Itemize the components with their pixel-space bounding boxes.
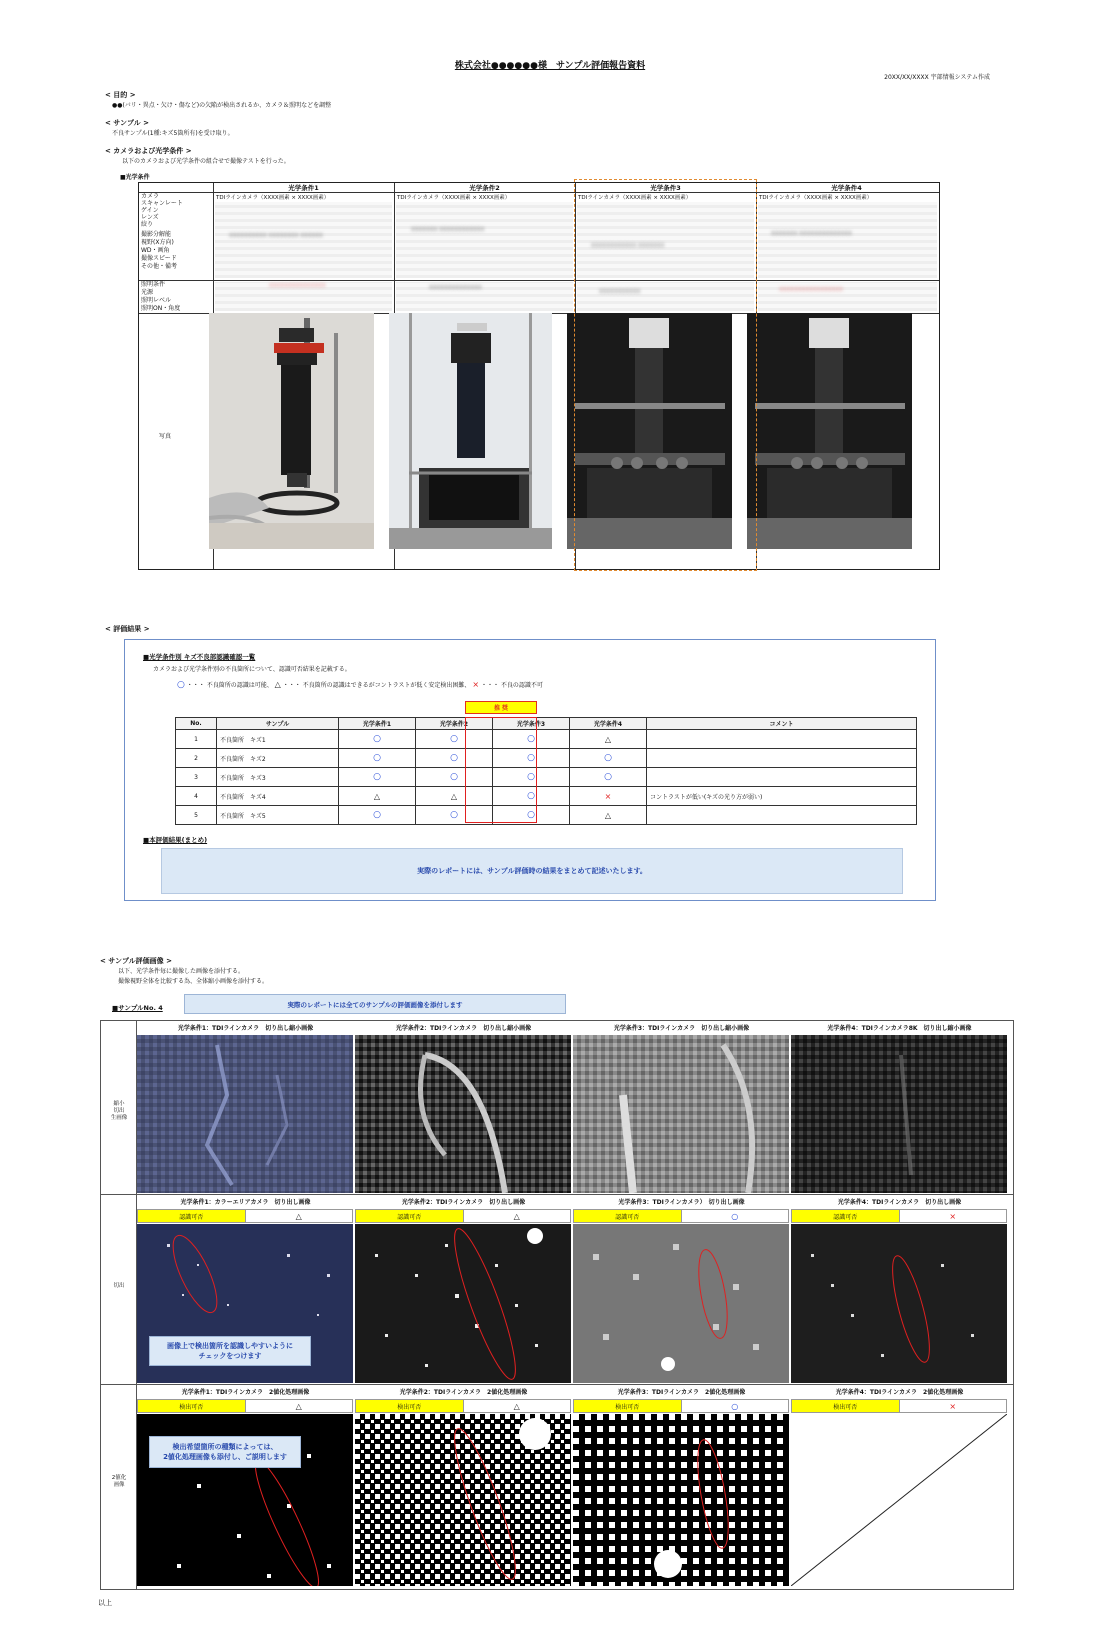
row1-head-3: 光学条件3：TDIラインカメラ 切り出し縮小画像 [613, 1025, 750, 1032]
photo-label: 写真 [159, 433, 172, 440]
table-row: 5 不良箇所 キズ5 ○ ○ ○ △ [176, 806, 917, 825]
row3-image-4-empty [791, 1414, 1007, 1586]
row3-badge-3: 検出可否 ○ [573, 1399, 789, 1413]
row-label-notes: その他・備考 [141, 263, 178, 270]
row1-image-1 [137, 1035, 353, 1193]
condition-1-header: 光学条件1 [288, 184, 319, 192]
camera-heading: < カメラおよび光学条件 > [105, 147, 192, 155]
table-row: 4 不良箇所 キズ4 △ △ ○ × コントラストが低い(キズの光り方が弱い) [176, 787, 917, 806]
callout-check-mark-note: 画像上で検出箇所を認識しやすいように チェックをつけます [149, 1336, 311, 1366]
purpose-text: ●●(バリ・異点・欠け・傷など)の欠陥が検出されるか、カメラ＆照明などを調整 [112, 102, 332, 109]
callout-binary-note: 検出希望箇所の種類によっては、 2値化処理画像も添付し、ご説明します [149, 1436, 301, 1468]
row3-badge-4: 検出可否 × [791, 1399, 1007, 1413]
row1-image-2 [355, 1035, 571, 1193]
row-label-aperture: 絞り [141, 221, 154, 228]
sample-text: 不良サンプル(1種:キズ5箇所有)を受け取り。 [112, 130, 234, 137]
row-label-light-angle: 照明ON・角度 [141, 305, 181, 312]
summary-heading: ■本評価結果(まとめ) [143, 836, 208, 844]
row2-head-4: 光学条件4：TDIラインカメラ 切り出し画像 [837, 1199, 962, 1206]
closing-text: 以上 [98, 1599, 112, 1607]
condition-4-photo [747, 313, 912, 549]
col-comment: コメント [647, 718, 917, 730]
row2-head-1: 光学条件1：カラーエリアカメラ 切り出し画像 [180, 1199, 311, 1206]
row2-badge-3: 認識可否 ○ [573, 1209, 789, 1223]
results-panel-title: ■光学条件別 キズ不良部認識確認一覧 [143, 653, 256, 661]
row2-label: 切出 [113, 1283, 125, 1289]
results-panel-desc: カメラおよび光学条件別の不良箇所について、認識可否結果を記載する。 [153, 666, 351, 673]
row-label-fov: 視野(X方向) [141, 239, 174, 246]
legend-circle-icon: ○ [177, 680, 185, 690]
images-line2: 撮像視野全体を比較する為、全体縮小画像を添付する。 [118, 978, 269, 985]
table-row: 3 不良箇所 キズ3 ○ ○ ○ ○ [176, 768, 917, 787]
row3-head-3: 光学条件3：TDIラインカメラ 2値化処理画像 [617, 1389, 746, 1396]
results-heading: < 評価結果 > [105, 625, 150, 633]
row-label-gain: ゲイン [141, 207, 159, 214]
row2-badge-2: 認識可否 △ [355, 1209, 571, 1223]
row2-image-4 [791, 1224, 1007, 1383]
row3-label: 2値化 画像 [111, 1475, 127, 1488]
results-legend: ○ ・・・ 不良箇所の認識は可能、 △ ・・・ 不良箇所の認識はできるがコントラストが低く安定検出困難、 × ・・・ 不良の認識不可 [177, 680, 543, 690]
row2-image-2 [355, 1224, 571, 1383]
sample-number-label: ■サンプルNo. 4 [112, 1004, 163, 1012]
col-sample: サンプル [217, 718, 339, 730]
purpose-heading: < 目的 > [105, 91, 136, 99]
date-author-line: 20XX/XX/XXXX 宇部情報システム作成 [884, 74, 990, 81]
page-title: 株式会社●●●●●●様 サンプル評価報告資料 [454, 61, 646, 71]
table-row: 2 不良箇所 キズ2 ○ ○ ○ ○ [176, 749, 917, 768]
row-label-wd: WD・画角 [141, 247, 170, 254]
condition-3-header: 光学条件3 [650, 184, 681, 192]
optical-subheading: ■光学条件 [120, 174, 150, 181]
sample-heading: < サンプル > [105, 119, 149, 127]
table-row: 1 不良箇所 キズ1 ○ ○ ○ △ [176, 730, 917, 749]
camera-text: 以下のカメラおよび光学条件の組合せで撮像テストを行った。 [122, 158, 290, 165]
condition-3-camera: TDIラインカメラ（XXXX画素 × XXXX画素） [578, 195, 692, 201]
row-label-light-level: 照明レベル [141, 297, 172, 304]
evaluation-image-grid [100, 1020, 1014, 1590]
row2-badge-4: 認識可否 × [791, 1209, 1007, 1223]
condition-1-photo [209, 313, 374, 549]
recommended-column-highlight [574, 179, 757, 571]
condition-4-header: 光学条件4 [831, 184, 862, 192]
condition-4-camera: TDIラインカメラ（XXXX画素 × XXXX画素） [759, 195, 873, 201]
condition-2-camera: TDIラインカメラ（XXXX画素 × XXXX画素） [397, 195, 511, 201]
summary-box: 実際のレポートには、サンプル評価時の結果をまとめて記述いたします。 [161, 848, 903, 894]
images-line1: 以下、光学条件毎に撮像した画像を添付する。 [118, 968, 245, 975]
recommended-column-outline [465, 717, 537, 823]
row-label-scan-rate: スキャンレート [141, 200, 183, 207]
attachment-banner: 実際のレポートには全てのサンプルの評価画像を添付します [184, 994, 566, 1014]
row-label-lighting: 照明条件 [141, 281, 166, 288]
row2-badge-1: 認識可否 △ [137, 1209, 353, 1223]
row3-image-3 [573, 1414, 789, 1586]
condition-1-camera: TDIラインカメラ（XXXX画素 × XXXX画素） [216, 195, 330, 201]
results-panel [124, 639, 936, 901]
row-label-camera: カメラ [141, 193, 160, 200]
col-cond4: 光学条件4 [570, 718, 647, 730]
condition-2-photo [389, 313, 552, 549]
row3-badge-1: 検出可否 △ [137, 1399, 353, 1413]
row3-badge-2: 検出可否 △ [355, 1399, 571, 1413]
legend-cross-icon: × [472, 680, 480, 689]
row-label-resolution: 撮影分解能 [141, 231, 172, 238]
row2-head-3: 光学条件3：TDIラインカメラ） 切り出し画像 [618, 1199, 745, 1206]
row1-image-4 [791, 1035, 1007, 1193]
images-heading: < サンプル評価画像 > [100, 957, 172, 965]
row3-head-4: 光学条件4：TDIラインカメラ 2値化処理画像 [835, 1389, 964, 1396]
legend-triangle-icon: △ [274, 680, 281, 689]
row1-label: 縮小 切出 生画像 [110, 1101, 128, 1121]
condition-2-header: 光学条件2 [469, 184, 500, 192]
results-table [175, 717, 917, 825]
row-label-light-source: 光源 [141, 289, 154, 296]
row1-head-4: 光学条件4：TDIラインカメラ8K 切り出し縮小画像 [827, 1025, 972, 1032]
row3-head-1: 光学条件1：TDIラインカメラ 2値化処理画像 [181, 1389, 310, 1396]
row1-image-3 [573, 1035, 789, 1193]
col-cond1: 光学条件1 [339, 718, 416, 730]
row1-head-2: 光学条件2：TDIラインカメラ 切り出し縮小画像 [395, 1025, 532, 1032]
col-no: No. [176, 718, 217, 730]
row1-head-1: 光学条件1：TDIラインカメラ 切り出し縮小画像 [177, 1025, 314, 1032]
row3-image-2 [355, 1414, 571, 1586]
row2-head-2: 光学条件2：TDIラインカメラ 切り出し画像 [401, 1199, 526, 1206]
col-cond2: 光学条件2 [416, 718, 493, 730]
optical-conditions-table: 光学条件1 光学条件2 光学条件3 光学条件4 TDIラインカメラ（XXXX画素 × XXXX画素） TDIラインカメラ（XXXX画素 × XXXX画素） TDIラインカメラ（XXXX画素 × XXXX画素） TDIラインカメラ（XXXX画素 × XXXX画素） XXXXXXXXXX XXXXXXXX XXXXXX XXXXXXX XXXXXXXXXXXX XXXXXXXXXXXX XXXXXXX XXXXXXX XXXXXXXXXXXXXX XXXXXXXXXXXXXXX XXXXXXXXXXXXXX XXXXXXXXXXX XXXXXXXXXXXXXXXXX カメラ スキャンレート ゲイン レンズ 絞り 撮影分解能 視野(X方向) WD・画角 撮像スピード その他・備考 照明条件 光源 照明レベル 照明ON・角度 写真 [138, 182, 940, 570]
row3-head-2: 光学条件2：TDIラインカメラ 2値化処理画像 [399, 1389, 528, 1396]
row2-image-3 [573, 1224, 789, 1383]
recommend-badge: 推 奨 [465, 701, 537, 714]
row-label-speed: 撮像スピード [141, 255, 177, 262]
col-cond3: 光学条件3 [493, 718, 570, 730]
row-label-lens: レンズ [141, 214, 159, 221]
